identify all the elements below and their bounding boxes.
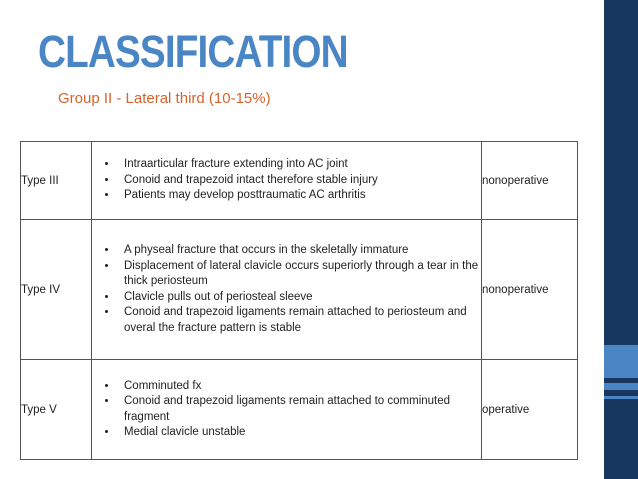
bullet-item: • A physeal fracture that occurs in the skeletally immature [118, 243, 481, 259]
sidebar-accent-stripe [604, 383, 638, 390]
description-cell [92, 220, 482, 360]
bullet-list [92, 243, 481, 336]
type-cell: Type IV [21, 220, 92, 360]
treatment-cell: operative [482, 360, 578, 460]
type-cell: Type III [21, 142, 92, 220]
bullet-item: • Clavicle pulls out of periosteal sleeve [118, 290, 481, 306]
bullet-item: • Comminuted fx [118, 379, 481, 395]
description-cell [92, 360, 482, 460]
classification-table [20, 141, 578, 460]
treatment-cell: nonoperative [482, 142, 578, 220]
slide-title: CLASSIFICATION [38, 26, 348, 77]
bullet-item: • Conoid and trapezoid intact therefore stable injury [118, 173, 481, 189]
table-row [21, 142, 578, 220]
bullet-item: • Conoid and trapezoid ligaments remain attached to comminuted fragment [118, 394, 481, 425]
slide-subtitle: Group II - Lateral third (10-15%) [58, 90, 271, 107]
description-cell [92, 142, 482, 220]
bullet-list [92, 157, 481, 204]
treatment-cell: nonoperative [482, 220, 578, 360]
bullet-item: • Displacement of lateral clavicle occurs superiorly through a tear in the thick periosteum [118, 259, 481, 290]
sidebar-bar [604, 0, 638, 479]
sidebar-accent-stripe [604, 396, 638, 399]
bullet-item: • Conoid and trapezoid ligaments remain attached to periosteum and overal the fracture pattern is stable [118, 305, 481, 336]
bullet-list [92, 379, 481, 441]
table-row [21, 360, 578, 460]
type-cell: Type V [21, 360, 92, 460]
bullet-item: • Intraarticular fracture extending into AC joint [118, 157, 481, 173]
bullet-item: • Patients may develop posttraumatic AC arthritis [118, 188, 481, 204]
sidebar-accent-block [604, 345, 638, 378]
bullet-item: • Medial clavicle unstable [118, 425, 481, 441]
table-row [21, 220, 578, 360]
